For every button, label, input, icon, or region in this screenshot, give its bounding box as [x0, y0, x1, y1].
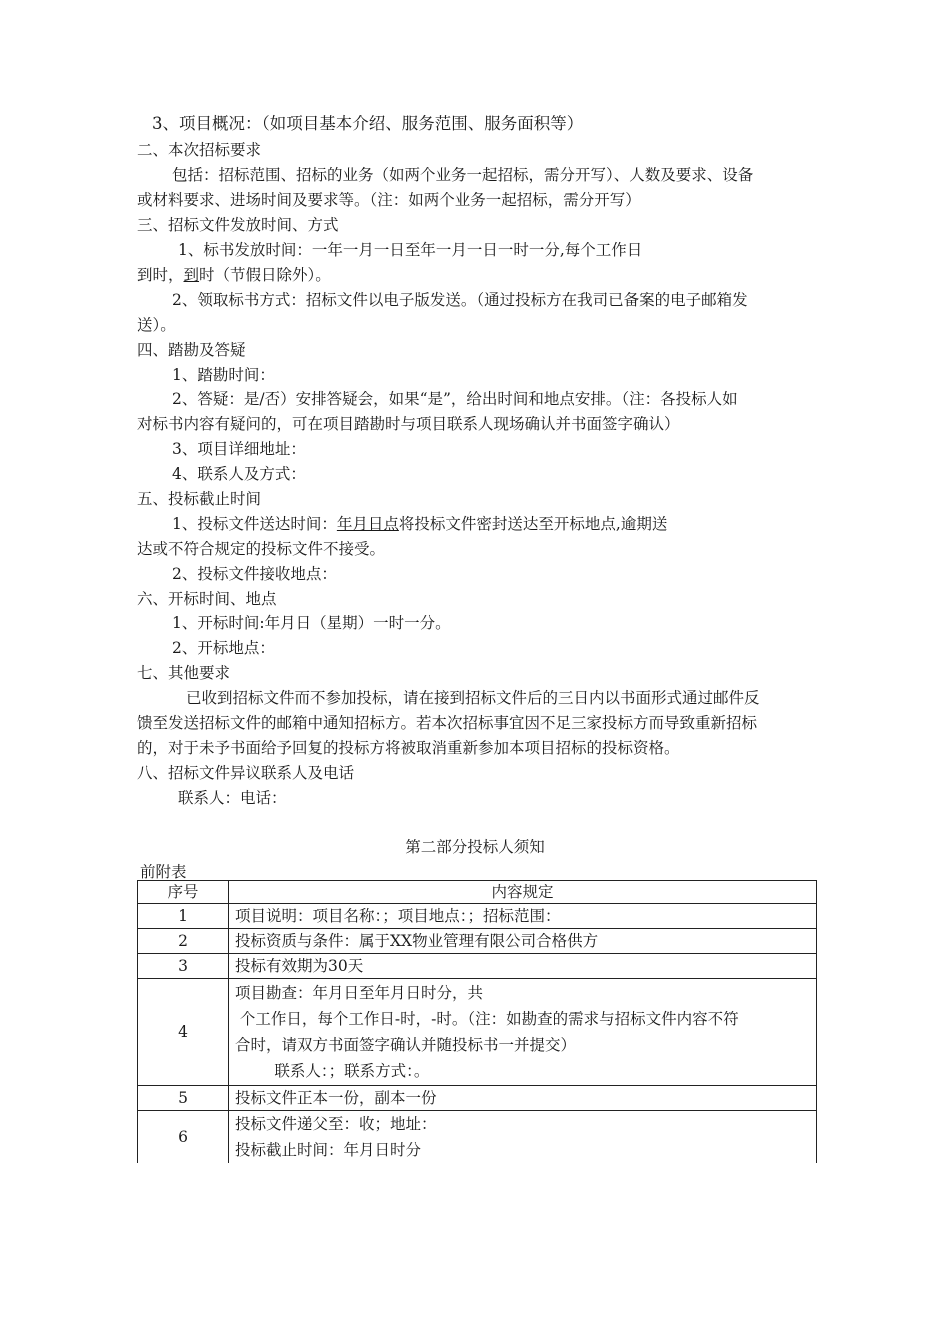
heading-4: 四、踏勘及答疑 — [137, 341, 246, 359]
underlined-text: 年月日点 — [336, 515, 399, 533]
para-line: 1、踏勘时间： — [172, 366, 275, 384]
overview-line: 3、项目概况：（如项目基本介绍、服务范围、服务面积等） — [152, 114, 584, 133]
content-line: 投标文件递父至：收；地址： — [235, 1115, 437, 1133]
row-number: 3 — [138, 954, 229, 979]
section-title: 第二部分投标人须知 — [405, 838, 545, 856]
row-number: 2 — [138, 929, 229, 954]
row-content — [229, 1111, 817, 1164]
para-line: 1、开标时间:年月日（星期）一时一分。 — [172, 614, 451, 632]
row-content — [229, 979, 817, 1086]
heading-6: 六、开标时间、地点 — [137, 590, 277, 608]
table-row — [138, 979, 817, 1086]
para-line: 已收到招标文件而不参加投标，请在接到招标文件后的三日内以书面形式通过邮件反 — [186, 689, 760, 707]
text-run: 将投标文件密封送达至开标地点,逾期送 — [398, 515, 668, 533]
table-row — [138, 904, 817, 929]
content-line: 投标文件正本一份，副本一份 — [235, 1089, 437, 1107]
heading-2: 二、本次招标要求 — [137, 141, 262, 159]
para-line — [172, 513, 667, 535]
heading-5: 五、投标截止时间 — [137, 490, 262, 508]
para-line: 2、答疑：是/否）安排答疑会，如果“是”，给出时间和地点安排。（注：各投标人如 — [172, 390, 738, 408]
table-row — [138, 1111, 817, 1164]
para-line: 4、联系人及方式： — [172, 465, 306, 483]
table-row — [138, 1086, 817, 1111]
para-line: 2、领取标书方式：招标文件以电子版发送。（通过投标方在我司已备案的电子邮箱发 — [172, 291, 748, 309]
para-line: 1、标书发放时间：一年一月一日至年一月一日一时一分,每个工作日 — [178, 241, 643, 259]
para-line: 送）。 — [137, 316, 176, 334]
row-number: 1 — [138, 904, 229, 929]
row-number: 4 — [138, 979, 229, 1086]
row-number: 5 — [138, 1086, 229, 1111]
para-line: 2、投标文件接收地点： — [172, 565, 337, 583]
text-run: 到时， — [137, 266, 184, 284]
content-line: 投标有效期为30天 — [235, 957, 364, 975]
row-content — [229, 904, 817, 929]
para-line: 2、开标地点： — [172, 639, 275, 657]
table-caption: 前附表 — [140, 863, 187, 881]
text-run: 时（节假日除外）。 — [199, 266, 331, 284]
para-line: 或材料要求、进场时间及要求等。（注：如两个业务一起招标，需分开写） — [137, 191, 641, 209]
column-header: 内容规定 — [229, 881, 817, 904]
heading-7: 七、其他要求 — [137, 664, 231, 682]
text-run: 1、投标文件送达时间： — [172, 515, 337, 533]
content-line: 投标截止时间：年月日时分 — [235, 1141, 422, 1159]
underlined-text: 到 — [183, 266, 200, 284]
table-header-row — [138, 881, 817, 904]
row-number: 6 — [138, 1111, 229, 1164]
para-line: 达或不符合规定的投标文件不接受。 — [137, 540, 386, 558]
content-line: 合时，请双方书面签字确认并随投标书一并提交） — [235, 1036, 577, 1054]
para-line: 对标书内容有疑问的，可在项目踏勘时与项目联系人现场确认并书面签字确认） — [137, 415, 680, 433]
content-line: 个工作日，每个工作日-时，-时。（注：如勘查的需求与招标文件内容不符 — [235, 1010, 739, 1028]
column-header: 序号 — [138, 881, 229, 904]
heading-8: 八、招标文件异议联系人及电话 — [137, 764, 355, 782]
row-content — [229, 929, 817, 954]
content-line: 项目说明：项目名称：；项目地点：；招标范围： — [235, 907, 561, 925]
para-line: 馈至发送招标文件的邮箱中通知招标方。若本次招标事宜因不足三家投标方而导致重新招标 — [137, 714, 758, 732]
table-row — [138, 929, 817, 954]
content-line: 项目勘查：年月日至年月日时分，共 — [235, 984, 484, 1002]
para-line: 的，对于未予书面给予回复的投标方将被取消重新参加本项目招标的投标资格。 — [137, 739, 680, 757]
requirements-table — [137, 880, 817, 1163]
para-line: 3、项目详细地址： — [172, 440, 306, 458]
para-line — [137, 264, 331, 286]
para-line: 包括：招标范围、招标的业务（如两个业务一起招标，需分开写）、人数及要求、设备 — [172, 166, 754, 184]
row-content — [229, 1086, 817, 1111]
content-line: 联系人：；联系方式：。 — [235, 1062, 430, 1080]
table-row — [138, 954, 817, 979]
para-line: 联系人：电话： — [178, 789, 287, 807]
row-content — [229, 954, 817, 979]
heading-3: 三、招标文件发放时间、方式 — [137, 216, 339, 234]
content-line: 投标资质与条件：属于XX物业管理有限公司合格供方 — [235, 932, 599, 950]
